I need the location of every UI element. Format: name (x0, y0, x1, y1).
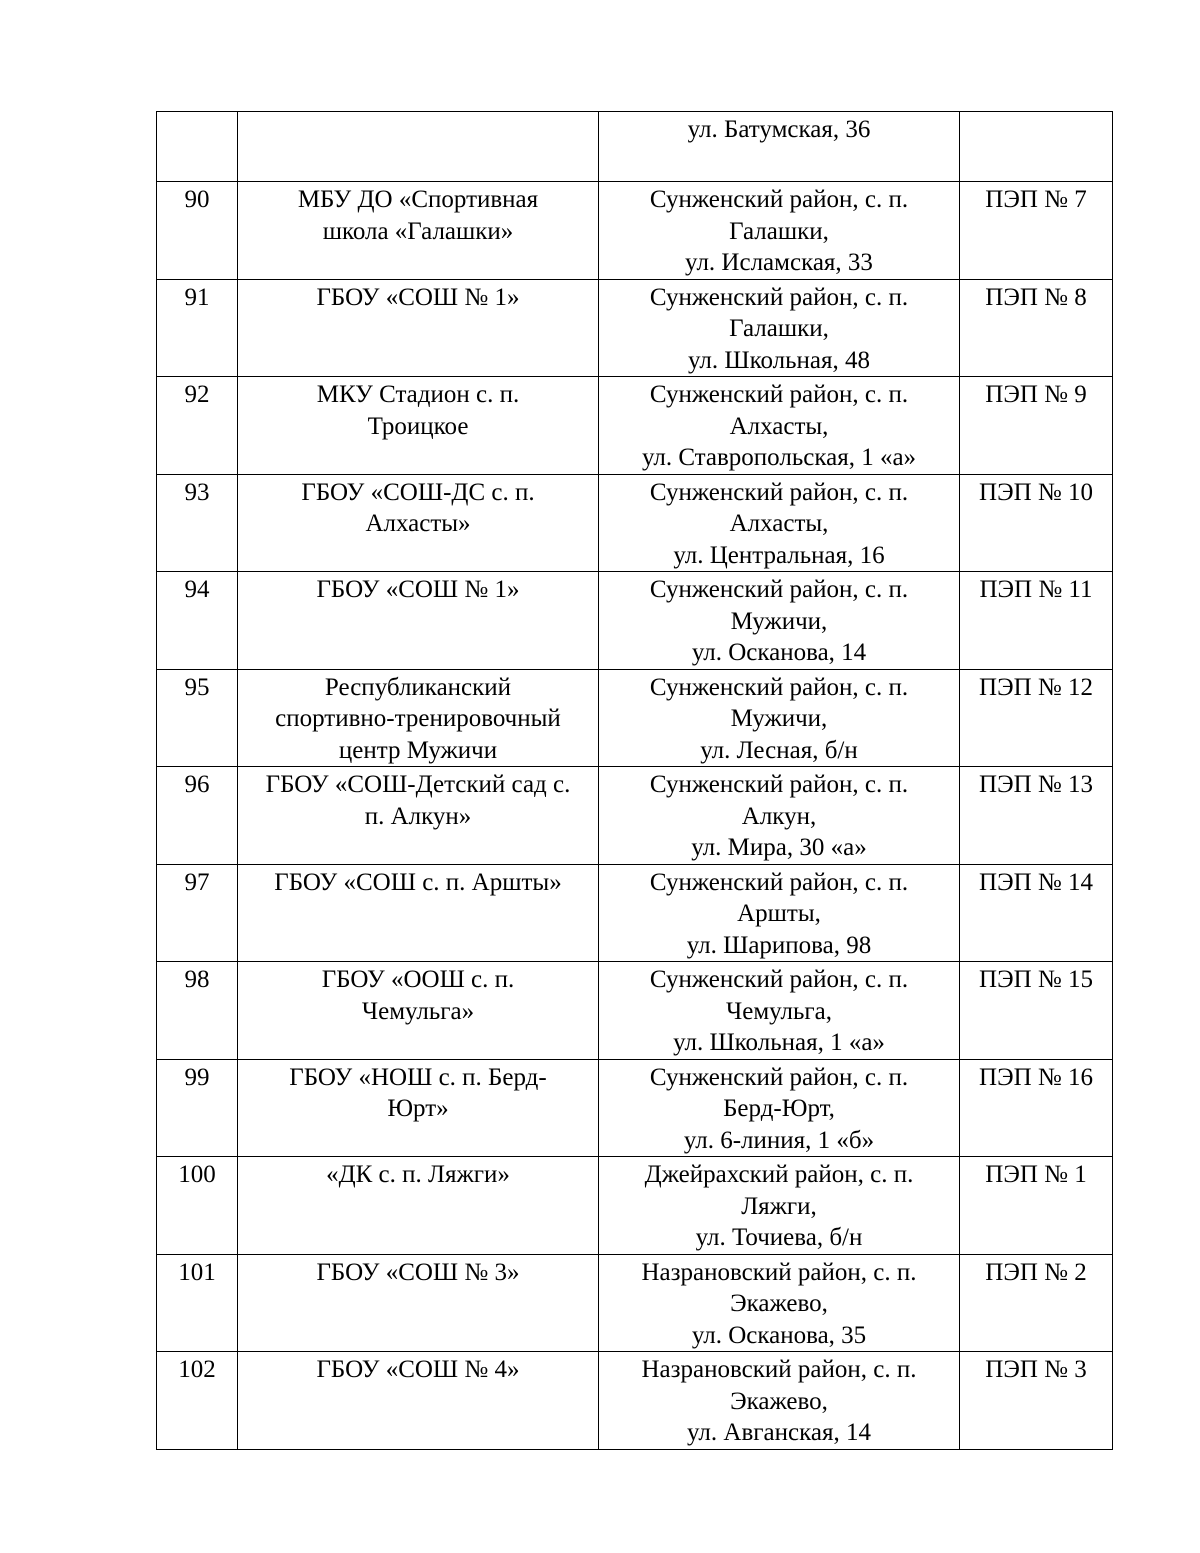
table-row (157, 669, 1113, 767)
table-row (157, 1157, 1113, 1255)
address-line: Экажево, (730, 1290, 828, 1317)
address-line: Галашки, (729, 217, 829, 245)
organization-line: Алхасты» (365, 510, 471, 537)
cell-address (599, 474, 960, 572)
cell-pep (960, 112, 1113, 182)
cell-number: 102 (157, 1352, 238, 1450)
cell-organization (238, 962, 599, 1060)
cell-address (599, 1254, 960, 1352)
table-row (157, 279, 1113, 377)
cell-address (599, 1157, 960, 1255)
cell-pep: ПЭП № 15 (960, 962, 1113, 1060)
organization-line: ГБОУ «СОШ-ДС с. п. (301, 478, 535, 506)
address-line: ул. Осканова, 14 (691, 639, 867, 666)
address-line: Сунженский район, с. п. (649, 673, 909, 701)
table-row (157, 112, 1113, 182)
address-line: Назрановский район, с. п. (641, 1356, 917, 1383)
cell-number: 101 (157, 1254, 238, 1352)
organization-line: ГБОУ «СОШ № 1» (316, 283, 520, 311)
address-line: Берд-Юрт, (723, 1095, 835, 1122)
cell-number: 92 (157, 377, 238, 475)
cell-number: 96 (157, 767, 238, 865)
address-line: Алхасты, (729, 510, 829, 537)
address-line: Чемульга, (725, 997, 833, 1025)
table-row (157, 1352, 1113, 1450)
table-row (157, 1254, 1113, 1352)
table-row (157, 962, 1113, 1060)
address-line: ул. 6-линия, 1 «б» (683, 1126, 875, 1154)
address-line: Аршты, (737, 900, 821, 927)
organization-line: Юрт» (387, 1095, 449, 1122)
cell-number: 91 (157, 279, 238, 377)
address-line: Сунженский район, с. п. (649, 868, 909, 896)
cell-number: 90 (157, 182, 238, 280)
table-row (157, 864, 1113, 962)
table-row (157, 767, 1113, 865)
address-line: Галашки, (729, 315, 829, 342)
organization-line: Чемульга» (361, 997, 475, 1025)
cell-address (599, 962, 960, 1060)
organization-line: школа «Галашки» (322, 217, 514, 245)
organization-line: п. Алкун» (364, 802, 472, 830)
table-row (157, 572, 1113, 670)
address-line: Сунженский район, с. п. (649, 478, 909, 506)
cell-address (599, 1352, 960, 1450)
cell-address (599, 377, 960, 475)
cell-pep: ПЭП № 11 (960, 572, 1113, 670)
cell-organization (238, 474, 599, 572)
cell-number (157, 112, 238, 182)
table-row (157, 1059, 1113, 1157)
address-line: ул. Батумская, 36 (687, 116, 871, 143)
cell-address (599, 864, 960, 962)
organization-line: ГБОУ «СОШ № 3» (316, 1258, 520, 1286)
table-row (157, 182, 1113, 280)
address-line: ул. Мира, 30 «а» (691, 834, 867, 861)
address-line: Сунженский район, с. п. (649, 966, 909, 993)
cell-address (599, 1059, 960, 1157)
organization-line: Троицкое (367, 412, 469, 440)
table-row (157, 377, 1113, 475)
organization-line: МБУ ДО «Спортивная (297, 186, 539, 213)
cell-organization (238, 1157, 599, 1255)
cell-organization (238, 572, 599, 670)
cell-address (599, 669, 960, 767)
cell-number: 100 (157, 1157, 238, 1255)
organization-line: центр Мужичи (338, 736, 498, 764)
cell-pep: ПЭП № 2 (960, 1254, 1113, 1352)
address-line: ул. Осканова, 35 (691, 1321, 867, 1349)
address-line: ул. Школьная, 48 (688, 346, 870, 374)
address-line: ул. Школьная, 1 «а» (673, 1029, 885, 1056)
organization-line: ГБОУ «СОШ-Детский сад с. (265, 771, 571, 798)
table-body (157, 112, 1113, 1450)
cell-pep: ПЭП № 8 (960, 279, 1113, 377)
cell-number: 99 (157, 1059, 238, 1157)
cell-pep: ПЭП № 12 (960, 669, 1113, 767)
organization-line: ГБОУ «СОШ № 4» (316, 1356, 520, 1383)
cell-pep: ПЭП № 3 (960, 1352, 1113, 1450)
polling-stations-table (156, 111, 1113, 1450)
cell-organization (238, 112, 599, 182)
organization-line: «ДК с. п. Ляжги» (326, 1161, 510, 1188)
organization-line: ГБОУ «НОШ с. п. Берд- (289, 1063, 547, 1091)
address-line: Сунженский район, с. п. (649, 771, 909, 798)
cell-organization (238, 182, 599, 280)
cell-address (599, 279, 960, 377)
cell-number: 97 (157, 864, 238, 962)
address-line: Назрановский район, с. п. (641, 1258, 917, 1286)
address-line: ул. Ставропольская, 1 «а» (641, 444, 917, 471)
organization-line: ГБОУ «СОШ с. п. Аршты» (274, 868, 562, 896)
address-line: Сунженский район, с. п. (649, 283, 909, 311)
address-line: Джейрахский район, с. п. (644, 1161, 914, 1188)
organization-line: спортивно-тренировочный (275, 705, 561, 732)
cell-number: 98 (157, 962, 238, 1060)
cell-number: 93 (157, 474, 238, 572)
address-line: Сунженский район, с. п. (649, 576, 909, 603)
cell-organization (238, 767, 599, 865)
cell-address (599, 767, 960, 865)
cell-organization (238, 377, 599, 475)
cell-organization (238, 1352, 599, 1450)
cell-pep: ПЭП № 10 (960, 474, 1113, 572)
cell-pep: ПЭП № 7 (960, 182, 1113, 280)
cell-pep: ПЭП № 14 (960, 864, 1113, 962)
cell-number: 95 (157, 669, 238, 767)
cell-organization (238, 1059, 599, 1157)
address-line: ул. Точиева, б/н (695, 1224, 863, 1251)
address-line: Алкун, (741, 802, 817, 830)
address-line: ул. Шарипова, 98 (686, 931, 872, 959)
address-line: Сунженский район, с. п. (649, 1063, 909, 1091)
cell-organization (238, 279, 599, 377)
address-line: ул. Исламская, 33 (685, 249, 873, 276)
cell-pep: ПЭП № 1 (960, 1157, 1113, 1255)
address-line: ул. Центральная, 16 (673, 541, 885, 569)
address-line: Сунженский район, с. п. (649, 186, 909, 213)
organization-line: ГБОУ «ООШ с. п. (321, 966, 515, 993)
cell-number: 94 (157, 572, 238, 670)
address-line: ул. Лесная, б/н (700, 736, 858, 764)
address-line: Мужичи, (730, 607, 828, 635)
cell-address (599, 182, 960, 280)
organization-line: МКУ Стадион с. п. (316, 381, 520, 408)
cell-address (599, 112, 960, 182)
cell-organization (238, 669, 599, 767)
address-line: Ляжги, (741, 1192, 817, 1220)
address-line: Алхасты, (729, 412, 829, 440)
cell-pep: ПЭП № 13 (960, 767, 1113, 865)
cell-organization (238, 1254, 599, 1352)
address-line: Сунженский район, с. п. (649, 381, 909, 408)
cell-address (599, 572, 960, 670)
organization-line: Республиканский (324, 673, 512, 701)
cell-organization (238, 864, 599, 962)
cell-pep: ПЭП № 9 (960, 377, 1113, 475)
address-line: Экажево, (730, 1387, 828, 1415)
table-row (157, 474, 1113, 572)
address-line: ул. Авганская, 14 (687, 1419, 871, 1446)
cell-pep: ПЭП № 16 (960, 1059, 1113, 1157)
organization-line: ГБОУ «СОШ № 1» (316, 576, 520, 603)
address-line: Мужичи, (730, 705, 828, 732)
